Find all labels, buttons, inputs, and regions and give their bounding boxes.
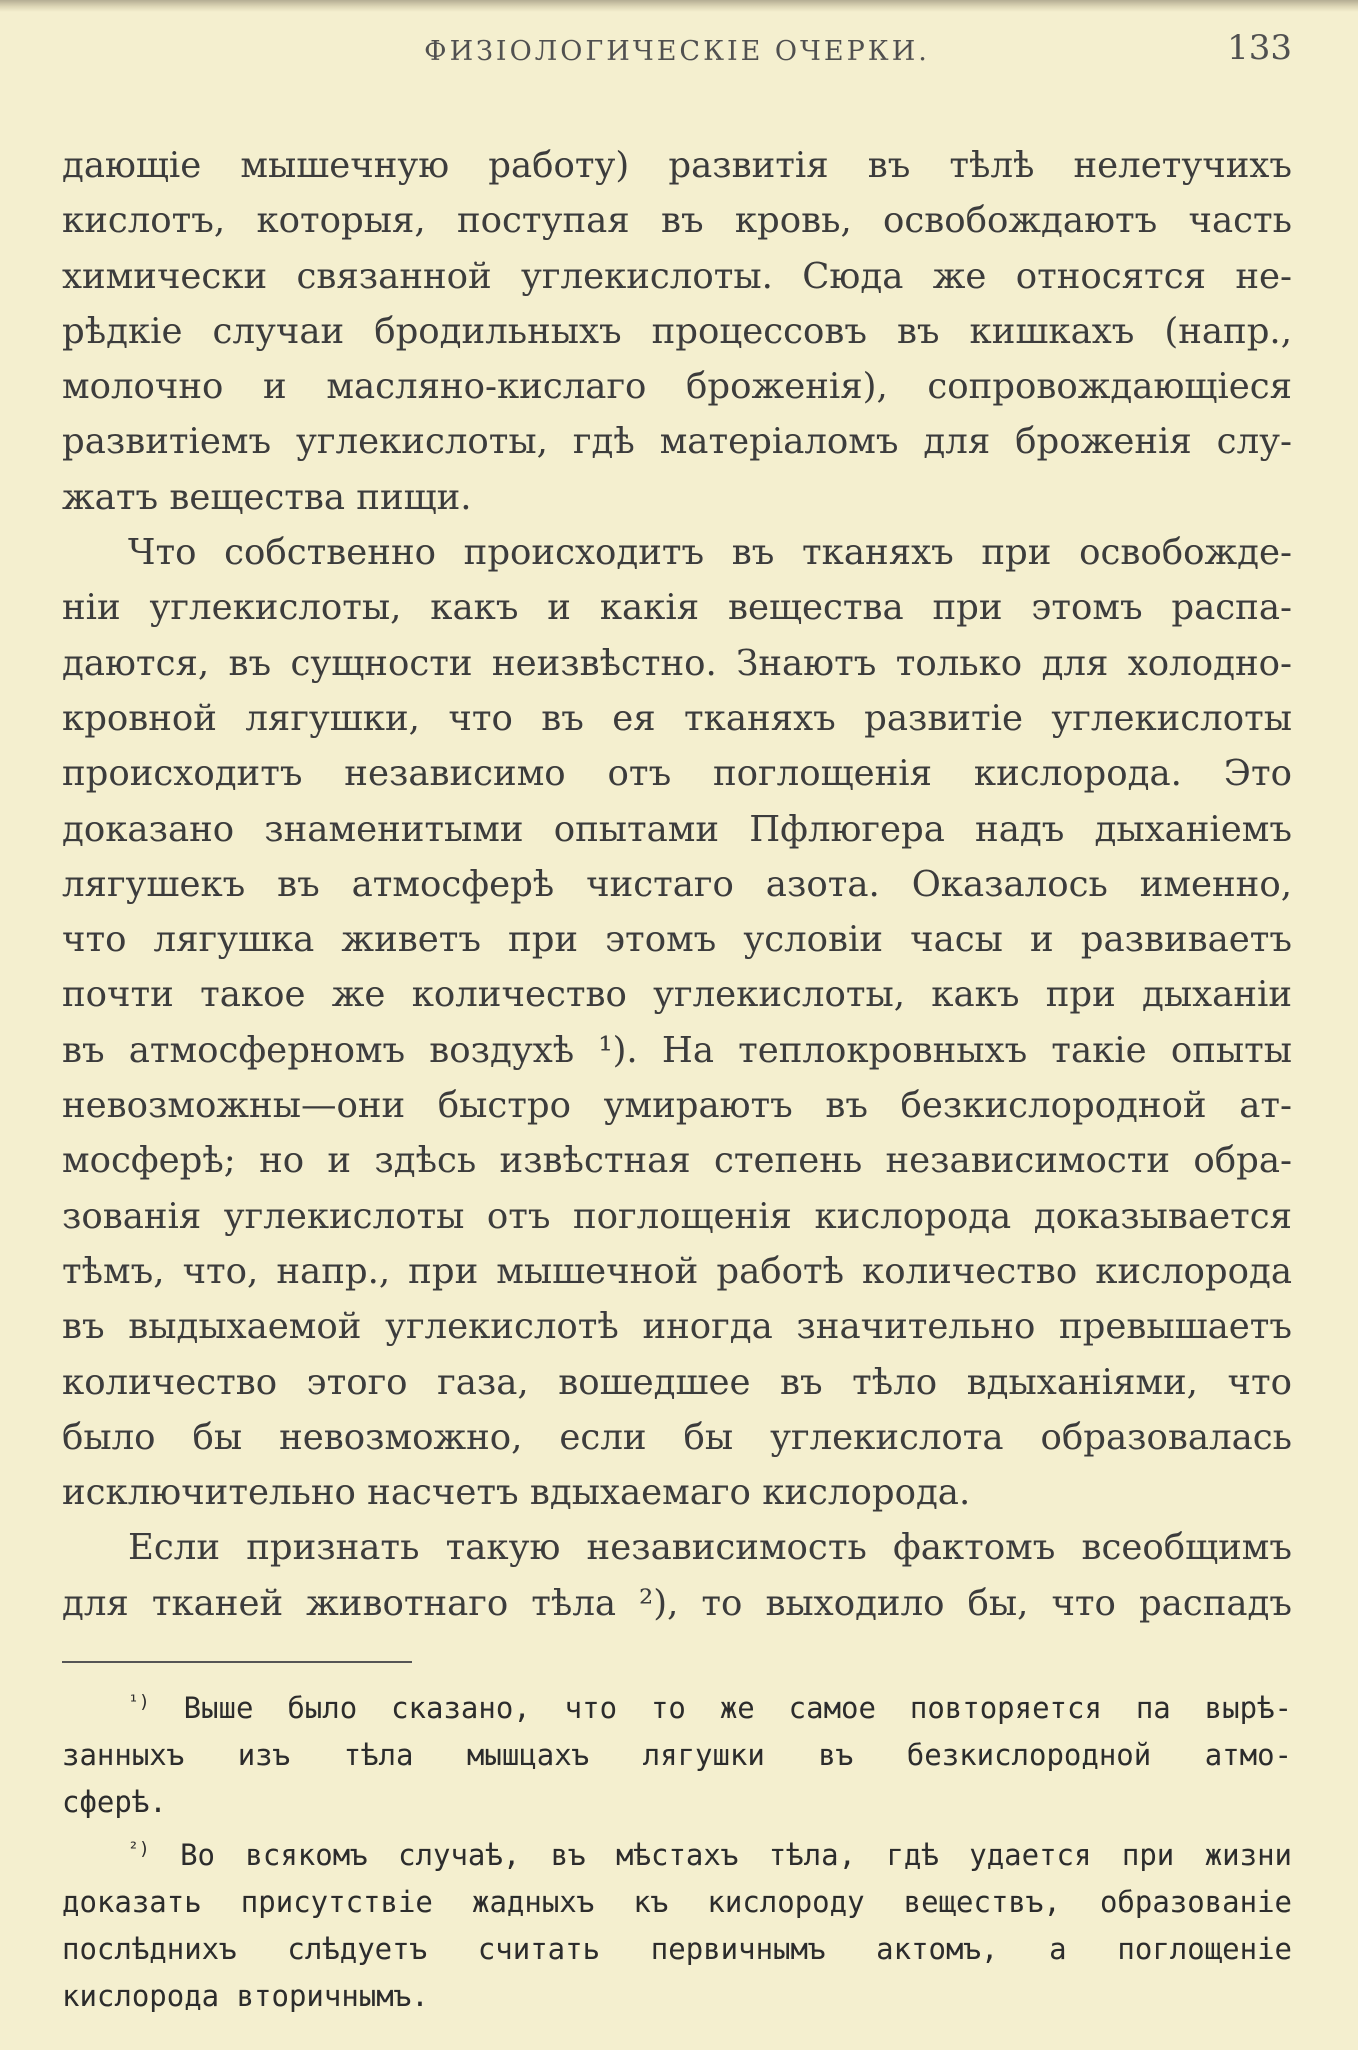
body-line: происходитъ независимо отъ поглощенія кислорода. Это <box>62 753 1292 795</box>
body-line: въ выдыхаемой углекислотѣ иногда значительно превышаетъ <box>62 1306 1292 1348</box>
paragraph-first-line: Что собственно происходитъ въ тканяхъ при освобожде- <box>128 532 1292 574</box>
body-line: химически связанной углекислоты. Сюда же относятся не- <box>62 255 1292 297</box>
body-line: исключительно насчетъ вдыхаемаго кислорода. <box>62 1472 971 1514</box>
footnote-line: сферѣ. <box>62 1785 167 1820</box>
page-number: 133 <box>1227 28 1292 68</box>
body-line: дающіе мышечную работу) развитія въ тѣлѣ нелетучихъ <box>62 145 1292 186</box>
body-line: ніи углекислоты, какъ и какія вещества при этомъ распа- <box>62 587 1292 629</box>
body-text <box>62 138 1292 1631</box>
book-page <box>62 18 1292 2026</box>
body-line: было бы невозможно, если бы углекислота образовалась <box>62 1416 1292 1458</box>
body-line: доказано знаменитыми опытами Пфлюгера надъ дыханіемъ <box>62 808 1292 850</box>
footnote-1 <box>62 1685 1292 1826</box>
footnote-line <box>62 1832 1292 1879</box>
body-line: развитіемъ углекислоты, гдѣ матеріаломъ для броженія слу- <box>62 421 1292 463</box>
page-top-edge <box>0 0 1358 12</box>
body-line: почти такое же количество углекислоты, какъ при дыханіи <box>62 974 1292 1016</box>
body-line: кровной лягушки, что въ ея тканяхъ развитіе углекислоты <box>62 697 1292 739</box>
body-line: лягушекъ въ атмосферѣ чистаго азота. Оказалось именно, <box>62 863 1292 905</box>
footnote-marker: ²) <box>128 1838 150 1860</box>
body-line: количество этого газа, вошедшее въ тѣло вдыханіями, что <box>62 1361 1292 1403</box>
body-line: что лягушка живетъ при этомъ условіи часы и развиваетъ <box>62 919 1292 961</box>
footnote-text: Выше было сказано, что то же самое повторяется па вырѣ- <box>183 1691 1292 1726</box>
footnote-2 <box>62 1832 1292 2020</box>
body-line: зованія углекислоты отъ поглощенія кислорода доказывается <box>62 1195 1292 1237</box>
footnote-text: Во всякомъ случаѣ, въ мѣстахъ тѣла, гдѣ удается при жизни <box>180 1838 1292 1873</box>
running-head <box>62 18 1292 78</box>
footnotes <box>62 1685 1292 2020</box>
body-line: даются, въ сущности неизвѣстно. Знаютъ только для холодно- <box>62 642 1292 684</box>
footnote-line: занныхъ изъ тѣла мышцахъ лягушки въ безкислородной атмо- <box>62 1738 1292 1773</box>
footnote-line: послѣднихъ слѣдуетъ считать первичнымъ актомъ, а поглощеніе <box>62 1932 1292 1967</box>
paragraph-first-line: Если признать такую независимость фактомъ всеобщимъ <box>128 1527 1292 1569</box>
body-line: рѣдкіе случаи бродильныхъ процессовъ въ кишкахъ (напр., <box>62 310 1292 352</box>
body-line: невозможны—они быстро умираютъ въ безкислородной ат- <box>62 1085 1292 1127</box>
body-line: для тканей животнаго тѣла ²), то выходило бы, что распадъ <box>62 1582 1292 1624</box>
body-line: въ атмосферномъ воздухѣ ¹). На теплокровныхъ такіе опыты <box>62 1029 1292 1071</box>
body-line: мосферѣ; но и здѣсь извѣстная степень независимости обра- <box>62 1140 1292 1182</box>
body-line: жатъ вещества пищи. <box>62 476 472 518</box>
body-line: молочно и масляно-кислаго броженія), сопровождающіеся <box>62 366 1292 408</box>
footnote-line: кислорода вторичнымъ. <box>62 1979 429 2014</box>
footnote-marker: ¹) <box>128 1691 150 1713</box>
footnote-divider <box>62 1661 412 1663</box>
running-head-title: ФИЗІОЛОГИЧЕСКІЕ ОЧЕРКИ. <box>424 36 930 67</box>
body-line: кислотъ, которыя, поступая въ кровь, освобождаютъ часть <box>62 200 1292 242</box>
footnote-line: доказать присутствіе жадныхъ къ кислороду веществъ, образованіе <box>62 1885 1292 1920</box>
body-line: тѣмъ, что, напр., при мышечной работѣ количество кислорода <box>62 1250 1292 1292</box>
footnote-line <box>62 1685 1292 1732</box>
